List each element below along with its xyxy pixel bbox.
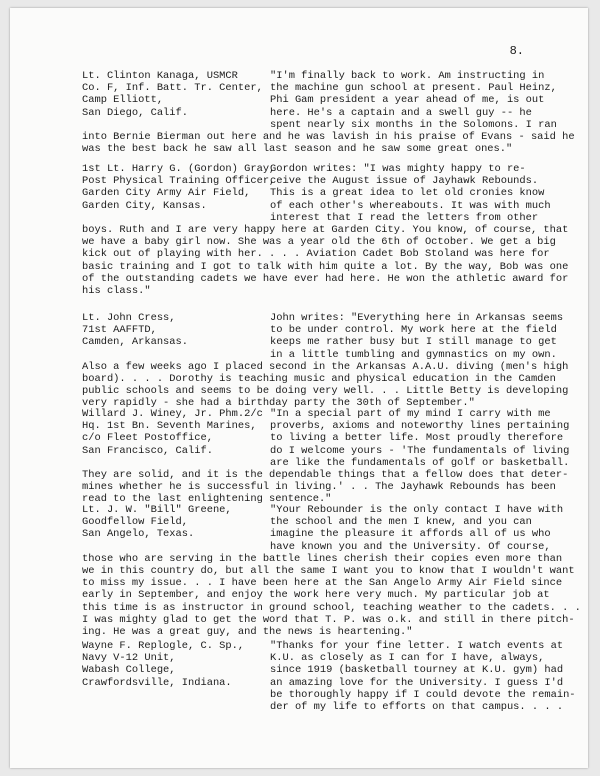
letter-text-line: those who are serving in the battle lines cherish their copies even more than — [82, 552, 563, 565]
sender-address — [82, 70, 270, 119]
address-line: Garden City, Kansas. — [82, 199, 207, 212]
page-number: 8. — [509, 44, 524, 58]
address-line: Camp Elliott, — [82, 94, 164, 107]
address-line: San Angelo, Texas. — [82, 528, 195, 541]
letter-text-line: of each other's whereabouts. It was with much — [270, 199, 551, 212]
letter-text-line: spent nearly six months in the Solomons. I ran — [270, 118, 557, 131]
letter-text-line: to living a better life. Most proudly therefore — [270, 432, 564, 445]
letter-text-line: his class." — [82, 285, 151, 298]
sender-address — [82, 163, 276, 212]
letter-text-line: very rapidly - she had a birthday party the 30th of September." — [82, 397, 475, 410]
letter-text-line: K.U. as closely as I can for I have, always, — [270, 652, 545, 665]
letter-entry — [82, 163, 569, 298]
letter-text-line: the machine gun school at present. Paul Heinz, — [270, 82, 557, 95]
letter-text-line: "In a special part of my mind I carry with me — [270, 408, 551, 420]
letter-text-line: keeps me rather busy but I still manage to get — [270, 336, 557, 349]
address-line: San Francisco, Calif. — [82, 444, 213, 457]
letter-text-line: They are solid, and it is the dependable things that a fellow does that deter- — [82, 469, 569, 482]
letter-text-line: boys. Ruth and I are very happy here at Garden City. You know, of course, that — [82, 224, 569, 237]
letter-text-line: public schools and seems to be doing very well. . . Little Betty is developing — [82, 385, 569, 398]
address-line: Co. F, Inf. Batt. Tr. Center, — [82, 82, 263, 95]
address-line: Goodfellow Field, — [82, 516, 189, 529]
letter-text-line: board). . . . Dorothy is teaching music and physical education in the Camden — [82, 373, 556, 386]
letter-text-line: "Thanks for your fine letter. I watch events at — [270, 640, 564, 652]
letter-text-line: basic training and I got to talk with him quite a lot. By the way, Bob was one — [82, 260, 569, 273]
letter-text-line: This is a great idea to let old cronies know — [270, 187, 545, 200]
letter-text-line: Gordon writes: "I was mighty happy to re- — [270, 163, 526, 175]
sender-address — [82, 408, 270, 457]
letter-text-line: have known you and the University. Of course, — [270, 540, 551, 553]
letter-text-line: here. He's a captain and a swell guy -- he — [270, 106, 532, 119]
letter-text-line: we have a baby girl now. She was a year old the 6th of October. We get a big — [82, 236, 556, 249]
sender-address — [82, 312, 270, 349]
address-line: Navy V-12 Unit, — [82, 652, 176, 665]
address-line: Camden, Arkansas. — [82, 336, 189, 349]
sender-address — [82, 640, 270, 689]
sender-address — [82, 504, 270, 541]
letter-text-line: to be under control. My work here at the field — [270, 324, 557, 337]
address-line: 1st Lt. Harry G. (Gordon) Gray, — [82, 163, 276, 175]
letter-entry — [82, 408, 570, 506]
letter-text-line: in a little tumbling and gymnastics on my own. — [270, 348, 557, 361]
letter-text-line: are like the fundamentals of golf or basketball. — [270, 456, 570, 469]
letter-text-line: since 1919 (basketball tourney at K.U. gym) had — [270, 664, 564, 677]
letter-text-line: was the best back he saw all last season and he saw some great ones." — [82, 143, 513, 156]
letter-text-line: "I'm finally back to work. Am instructing in — [270, 70, 545, 82]
letter-text-line: proverbs, axioms and noteworthy lines pertaining — [270, 420, 570, 433]
address-line: Crawfordsville, Indiana. — [82, 676, 232, 689]
address-line: Wabash College, — [82, 664, 176, 677]
letter-text-line: "Your Rebounder is the only contact I have with — [270, 504, 564, 516]
letter-text-line: into Bernie Bierman out here and he was lavish in his praise of Evans - said he — [82, 131, 575, 144]
letter-entry — [82, 640, 576, 714]
letter-text-line: this time is as instructor in ground school, teaching weather to the cadets. . . — [82, 601, 581, 614]
letter-text-line: do I welcome yours - 'The fundamentals of living — [270, 444, 570, 457]
letter-text-line: kick out of playing with her. . . . Aviation Cadet Bob Stoland was here for — [82, 248, 550, 261]
letter-text-line: to miss my issue. . . I have been here at the San Angelo Army Air Field since — [82, 577, 563, 590]
letter-entry — [82, 312, 569, 410]
document-page — [10, 8, 588, 768]
address-line: Hq. 1st Bn. Seventh Marines, — [82, 420, 257, 433]
address-line: c/o Fleet Postoffice, — [82, 432, 213, 445]
letter-entry — [82, 504, 581, 639]
letter-text-line: der of my life to efforts on that campus. . . . — [270, 701, 564, 714]
address-line: Wayne F. Replogle, C. Sp., — [82, 640, 245, 652]
address-line: 71st AAFFTD, — [82, 324, 157, 337]
letter-text-line: be thoroughly happy if I could devote the remain- — [270, 688, 576, 701]
address-line: Garden City Army Air Field, — [82, 187, 251, 200]
letter-text-line: I was mighty glad to get the word that T. P. was o.k. and still in there pitch- — [82, 613, 575, 626]
address-line: Willard J. Winey, Jr. Phm.2/c — [82, 408, 263, 420]
letter-text-line: an amazing love for the University. I guess I'd — [270, 676, 564, 689]
letter-text-line: ceive the August issue of Jayhawk Rebounds. — [270, 175, 539, 188]
letter-entry — [82, 70, 575, 156]
letter-text-line: John writes: "Everything here in Arkansas seems — [270, 312, 564, 324]
address-line: Lt. Clinton Kanaga, USMCR — [82, 70, 238, 82]
letter-text-line: the school and the men I knew, and you can — [270, 516, 532, 529]
address-line: San Diego, Calif. — [82, 106, 189, 119]
letter-text-line: read to the last enlightening sentence." — [82, 493, 332, 506]
address-line: Post Physical Training Officer, — [82, 175, 276, 188]
letter-text-line: Also a few weeks ago I placed second in the Arkansas A.A.U. diving (men's high — [82, 360, 569, 373]
letter-text-line: we in this country do, but all the same I want you to know that I wouldn't want — [82, 565, 575, 578]
letter-text-line: Phi Gam president a year ahead of me, is out — [270, 94, 545, 107]
letter-text-line: of the outstanding cadets we have ever had here. He won the athletic award for — [82, 272, 569, 285]
letter-text-line: early in September, and enjoy the work here very much. My particular job at — [82, 589, 550, 602]
address-line: Lt. John Cress, — [82, 312, 176, 324]
letter-text-line: imagine the pleasure it affords all of us who — [270, 528, 551, 541]
letter-text-line: mines whether he is successful in living.' . . The Jayhawk Rebounds has been — [82, 481, 556, 494]
letter-text-line: interest that I read the letters from other — [270, 211, 539, 224]
address-line: Lt. J. W. "Bill" Greene, — [82, 504, 232, 516]
letter-text-line: ing. He was a great guy, and the news is heartening." — [82, 626, 413, 639]
